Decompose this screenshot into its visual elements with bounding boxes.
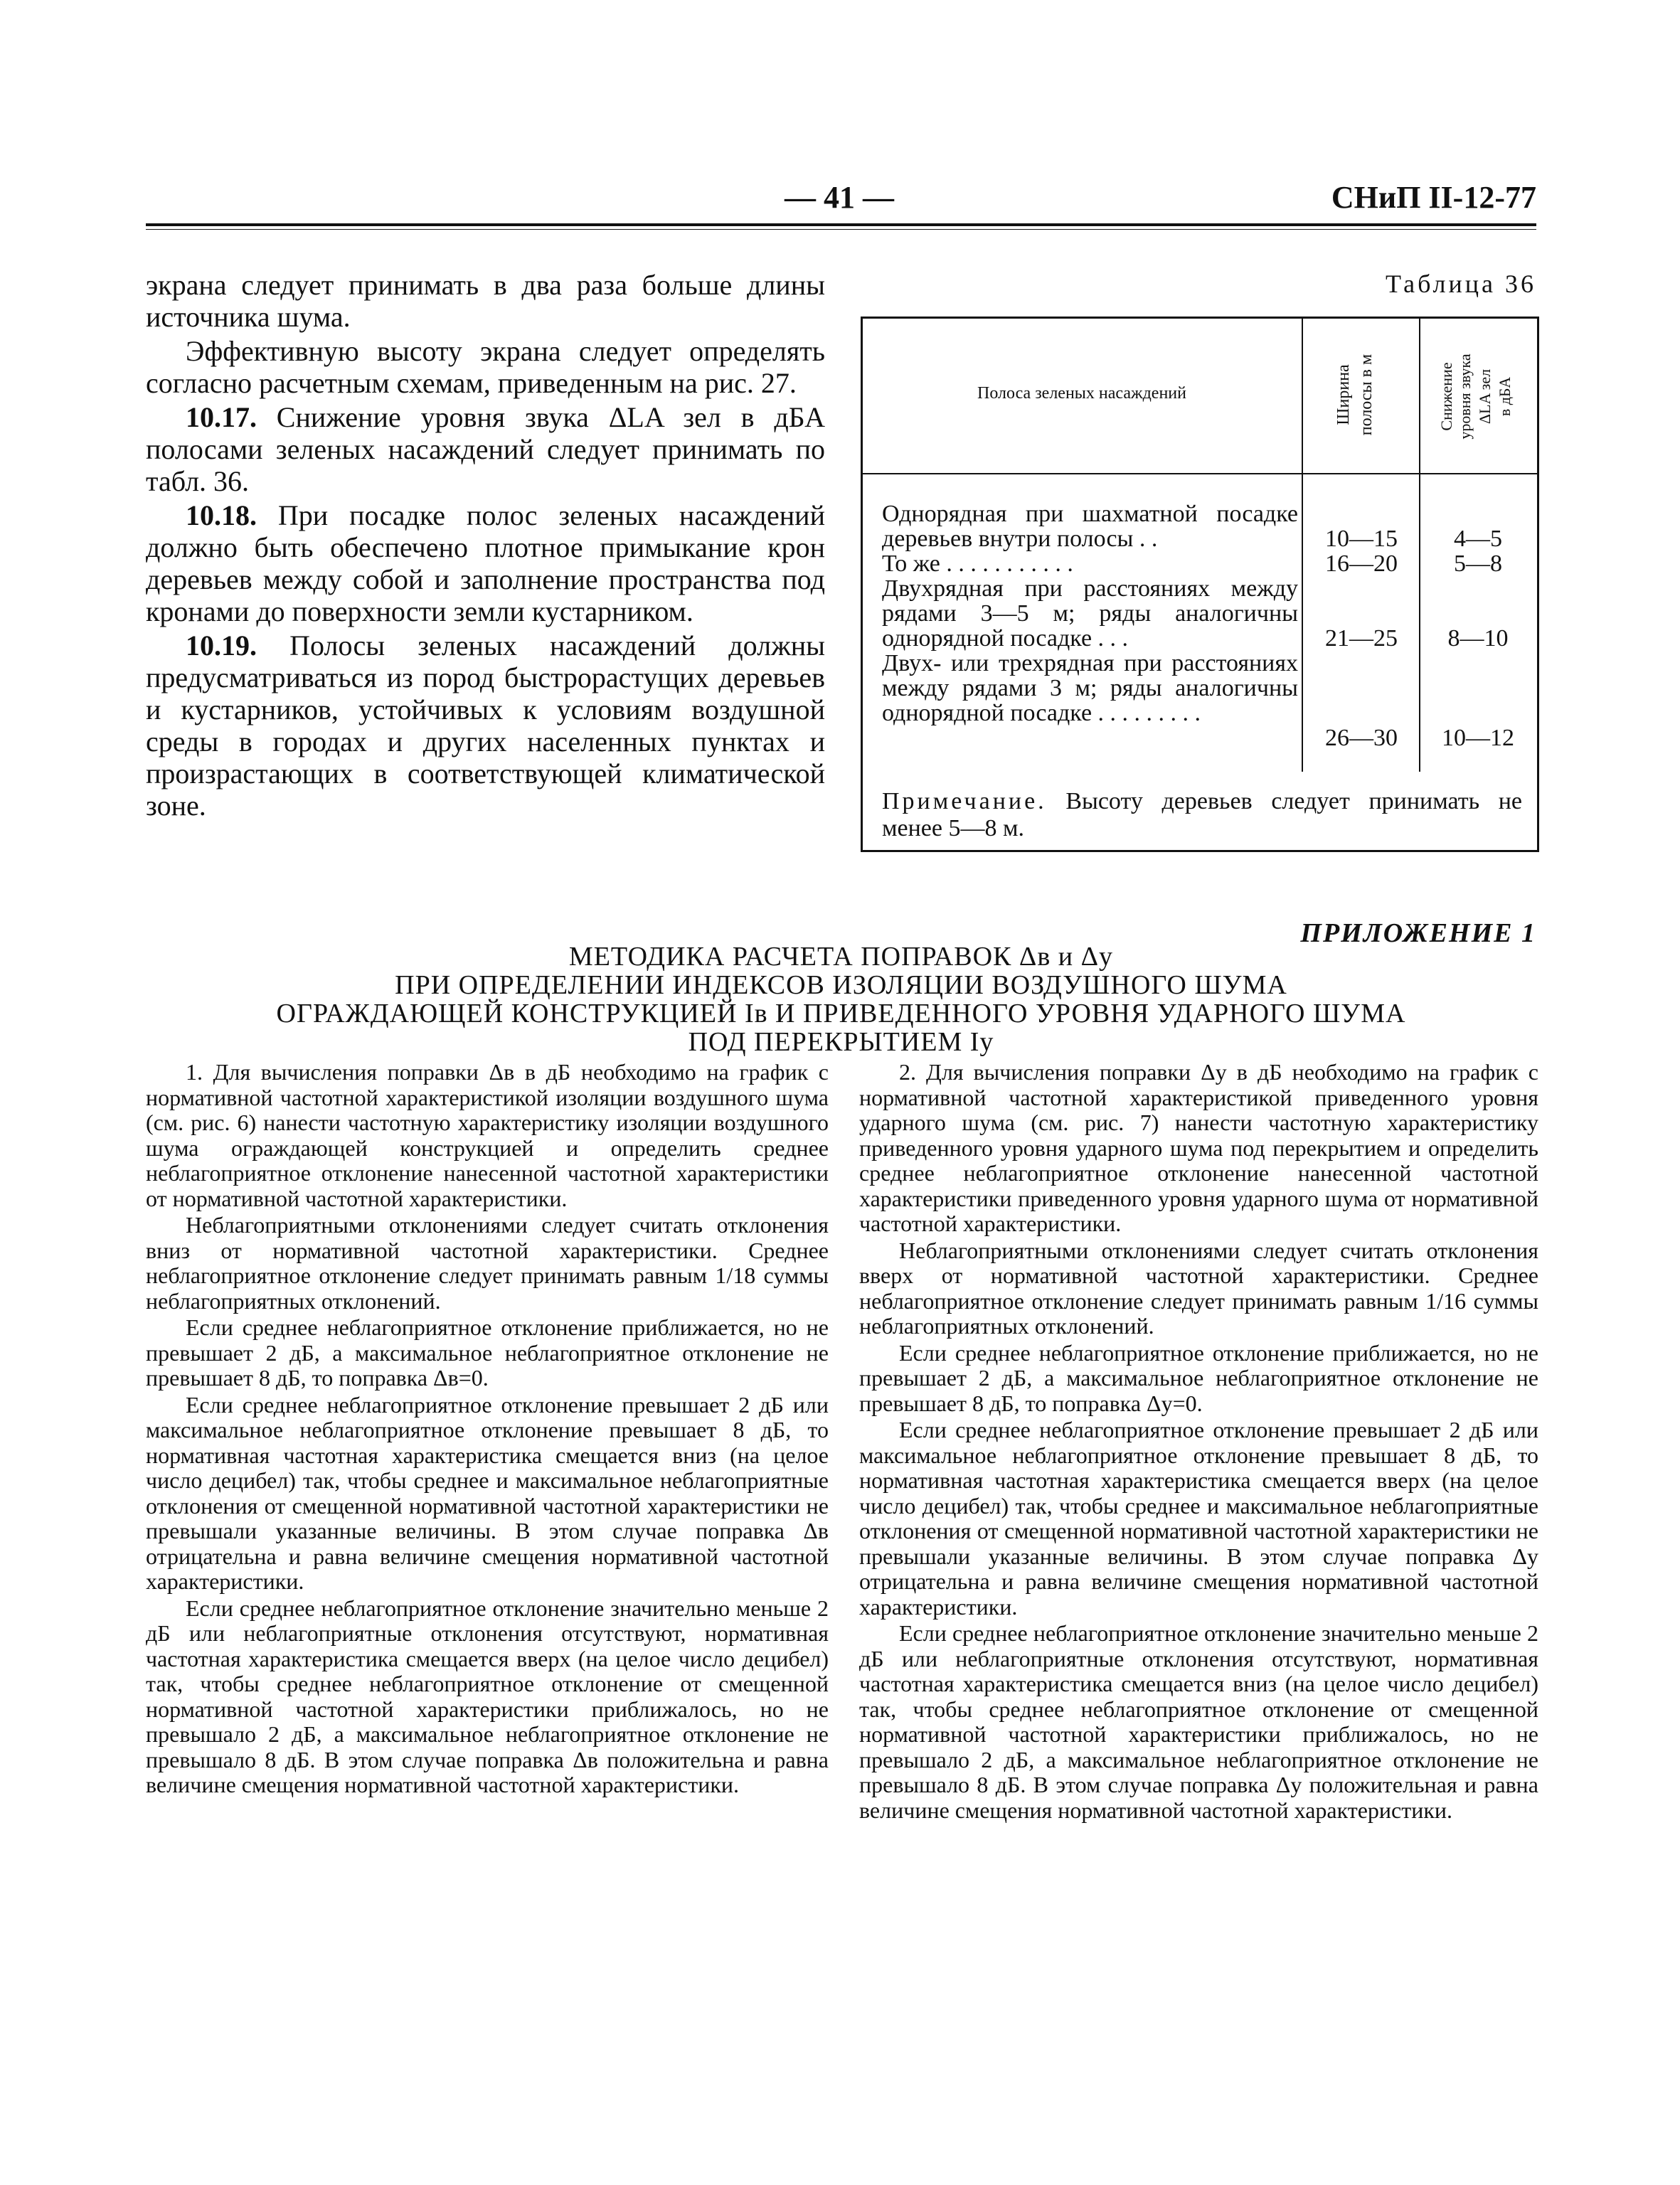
header-reduction-line4: в дБА <box>1496 376 1514 417</box>
header-width-line1: Ширина <box>1334 364 1353 425</box>
appendix-title-line3: ОГРАЖДАЮЩЕЙ КОНСТРУКЦИЕЙ Iв И ПРИВЕДЕННОГО УРОВНЯ УДАРНОГО ШУМА <box>276 999 1406 1028</box>
table-note <box>882 788 1522 842</box>
paragraph-screen-height: экрана следует принимать в два раза больше длины источника шума. <box>146 269 825 333</box>
appendix-paragraph: 2. Для вычисления поправки Δу в дБ необходимо на график с нормативной частотной характеристикой приведенного уровня ударного шума (см. рис. 7) нанести частотную характеристику приведенного уровня ударного шума под перекрытием и определить среднее неблагоприятное отклонение нанесенной частотной характеристики приведенного уровня ударного шума от нормативной частотной характеристики. <box>859 1059 1538 1236</box>
note-label: Примечание. <box>882 788 1047 814</box>
appendix-paragraph: Неблагоприятными отклонениями следует считать отклонения вниз от нормативной частотной характеристики. Среднее неблагоприятное отклонение следует принимать равным 1/18 суммы неблагоприятных отклонений. <box>146 1212 829 1314</box>
appendix-right-column <box>859 1060 1538 1824</box>
appendix-paragraph: Если среднее неблагоприятное отклонение значительно меньше 2 дБ или неблагоприятные отклонения отсутствуют, нормативная частотная характеристика смещается вниз (на целое число децибел) так, чтобы среднее неблагоприятное отклонение от смещенной нормативной частотной характеристики приближалось, но не превышало 2 дБ, а максимальное неблагоприятное отклонение не превышало 8 дБ. В этом случае поправка Δу положительная и равна величине смещения нормативной частотной характеристики. <box>859 1620 1538 1823</box>
appendix-left-column <box>146 1060 829 1799</box>
appendix-paragraph: Неблагоприятными отклонениями следует считать отклонения вверх от нормативной частотной характеристики. Среднее неблагоприятное отклонение следует принимать равным 1/16 суммы неблагоприятных отклонений. <box>859 1237 1538 1339</box>
clause-text: Полосы зеленых насаждений должны предусматриваться из пород быстрорастущих деревьев и кустарников, устойчивых к условиям воздушной среды в городах и других населенных пунктах и произрастающих в соответствующей климатической зоне. <box>146 629 825 822</box>
appendix-paragraph: 1. Для вычисления поправки Δв в дБ необходимо на график с нормативной частотной характеристикой изоляции воздушного шума (см. рис. 6) нанести частотную характеристику изоляции воздушного шума ограждающей конструкцией и определить среднее неблагоприятное отклонение нанесенной частотной характеристики от нормативной частотной характеристики. <box>146 1059 829 1211</box>
note-text: Высоту деревьев следует принимать не менее 5—8 м. <box>882 788 1522 841</box>
header-rule <box>146 223 1536 226</box>
table-row-width: 26—30 <box>1325 725 1398 751</box>
appendix-paragraph: Если среднее неблагоприятное отклонение превышает 2 дБ или максимальное неблагоприятное отклонение превышает 8 дБ, то нормативная частотная характеристика смещается вверх (на целое число децибел) так, чтобы среднее и максимальное неблагоприятные отклонения от смещенной нормативной частотной характеристики не превышали указанные величины. В этом случае поправка Δу отрицательна и равна величине смещения нормативной частотной характеристики. <box>859 1417 1538 1620</box>
appendix-label: ПРИЛОЖЕНИЕ 1 <box>1300 918 1536 948</box>
appendix-title-line4: ПОД ПЕРЕКРЫТИЕМ Iу <box>688 1027 994 1057</box>
appendix-title <box>146 942 1536 1056</box>
appendix-paragraph: Если среднее неблагоприятное отклонение приближается, но не превышает 2 дБ, а максимальное неблагоприятное отклонение не превышает 8 дБ, то поправка Δу=0. <box>859 1339 1538 1416</box>
table-header-rule <box>861 473 1539 474</box>
table-row-desc: То же . . . . . . . . . . . <box>882 551 1073 577</box>
header-reduction-line2: уровня звука <box>1456 353 1474 440</box>
table-top-rule <box>861 317 1539 319</box>
table-row-desc: Однорядная при шахматной посадке деревьев внутри полосы . . <box>882 501 1298 552</box>
paragraph-effective-height: Эффективную высоту экрана следует определять согласно расчетным схемам, приведенным на рис. 27. <box>146 335 825 399</box>
table-row-width: 16—20 <box>1325 551 1398 577</box>
header-reduction-line3: ΔLA зел <box>1476 368 1494 425</box>
table-row-reduction: 10—12 <box>1442 725 1514 751</box>
clause-number: 10.18. <box>186 499 257 531</box>
table-row-desc: Двух- или трехрядная при расстояниях между рядами 3 м; ряды аналогичны однорядной посадке . . . . . . . . . <box>882 650 1298 726</box>
table-row-desc: Двухрядная при расстояниях между рядами 3—5 м; ряды аналогичны однорядной посадке . . . <box>882 575 1298 652</box>
header-width-line2: полосы в м <box>1357 353 1376 436</box>
document-code: СНиП II-12-77 <box>1331 180 1536 215</box>
table-header-strip: Полоса зеленых насаждений <box>977 384 1186 403</box>
paragraph-10-18 <box>146 499 825 627</box>
clause-number: 10.19. <box>186 629 257 661</box>
appendix-paragraph: Если среднее неблагоприятное отклонение превышает 2 дБ или максимальное неблагоприятное отклонение превышает 8 дБ, то нормативная частотная характеристика смещается вниз (на целое число децибел) так, чтобы среднее и максимальное неблагоприятные отклонения от смещенной нормативной частотной характеристики не превышали указанные величины. В этом случае поправка Δв отрицательна и равна величине смещения нормативной частотной характеристики. <box>146 1391 829 1594</box>
table-header-reduction <box>1420 320 1535 473</box>
upper-left-column <box>146 269 825 824</box>
clause-text: Снижение уровня звука ΔLA зел в дБА полосами зеленых насаждений следует принимать по табл. 36. <box>146 401 825 497</box>
table-row-reduction: 4—5 <box>1454 526 1502 552</box>
table-row-reduction: 8—10 <box>1447 625 1509 652</box>
appendix-paragraph: Если среднее неблагоприятное отклонение приближается, но не превышает 2 дБ, а максимальное неблагоприятное отклонение не превышает 8 дБ, то поправка Δв=0. <box>146 1314 829 1391</box>
appendix-title-line2: ПРИ ОПРЕДЕЛЕНИИ ИНДЕКСОВ ИЗОЛЯЦИИ ВОЗДУШНОГО ШУМА <box>395 970 1287 1000</box>
appendix-title-line1: МЕТОДИКА РАСЧЕТА ПОПРАВОК Δв и Δу <box>568 942 1114 972</box>
clause-text: При посадке полос зеленых насаждений должно быть обеспечено плотное примыкание крон деревьев между собой и заполнение пространства под кронами до поверхности земли кустарником. <box>146 499 825 627</box>
table-row-reduction: 5—8 <box>1454 551 1502 577</box>
paragraph-10-19 <box>146 629 825 822</box>
paragraph-10-17 <box>146 401 825 497</box>
table-row-width: 21—25 <box>1325 625 1398 652</box>
table-title: Таблица 36 <box>1386 270 1536 298</box>
appendix-paragraph: Если среднее неблагоприятное отклонение значительно меньше 2 дБ или неблагоприятные отклонения отсутствуют, нормативная частотная характеристика смещается вверх (на целое число децибел) так, чтобы среднее неблагоприятное отклонение от смещенной нормативной частотной характеристики приближалось, но не превышало 2 дБ, а максимальное неблагоприятное отклонение не превышало 8 дБ. В этом случае поправка Δв положительна и равна величине смещения нормативной частотной характеристики. <box>146 1595 829 1797</box>
page-number: — 41 — <box>785 180 894 215</box>
header-reduction-line1: Снижение <box>1437 362 1455 431</box>
table-row-width: 10—15 <box>1325 526 1398 552</box>
clause-number: 10.17. <box>186 401 257 433</box>
table-header-width <box>1303 320 1419 473</box>
header-rule-thin <box>146 229 1536 230</box>
